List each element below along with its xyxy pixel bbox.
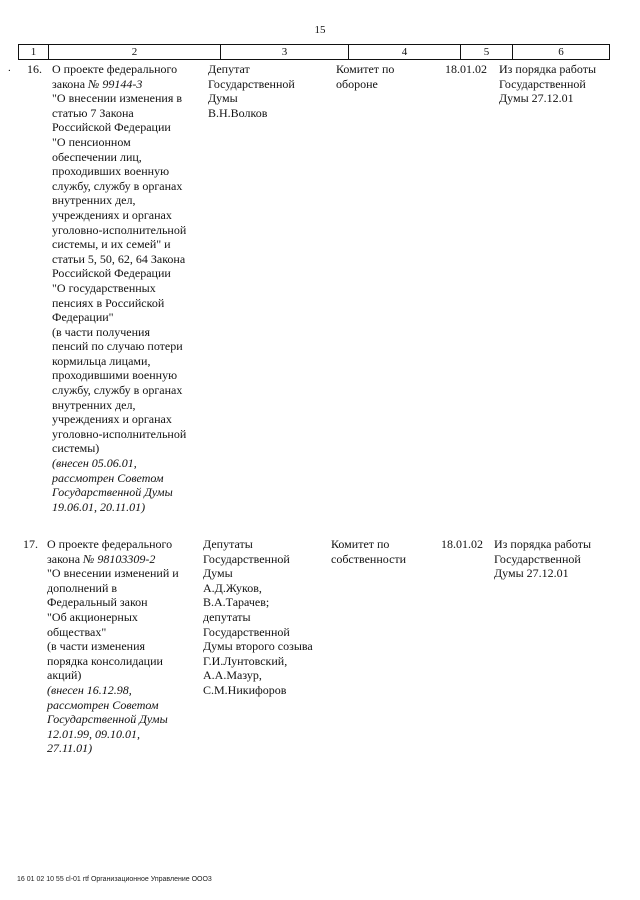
entry-number: 16.: [27, 62, 42, 76]
bill-title-body: "О внесении изменений и дополнений в Федеральный закон "Об акционерных обществах" (в части изменения порядка консолидации акций): [47, 566, 179, 683]
entry-number: 17.: [23, 537, 38, 551]
bill-title-body: "О внесении изменения в статью 7 Закона Российской Федерации "О пенсионном обеспечении лиц, проходивших военную службу, службу в органах внутренних дел, учреждениях и органах уголовно-исполнительной системы, и их семей" и статьи 5, 50, 62, 64 Закона Российской Федерации "О государственных пенсиях в Российской Федерации" (в части получения пенсий по случаю потери кормильца лицами, проходившими военную службу, службу в органах внутренних дел, учреждениях и органах уголовно-исполнительной системы): [52, 91, 187, 456]
bill-number: № 98103309-2: [83, 551, 156, 566]
responsible-committee: Комитет по собственности: [331, 537, 407, 566]
column-header: 2: [49, 45, 221, 59]
bill-title-cell: [52, 62, 212, 514]
inclusion-source: Из порядка работы Государственной Думы 27.12.01: [499, 62, 597, 106]
table-header-row: [18, 44, 610, 60]
footer-file-info: 16 01 02 10 55 cl-01 rtf Организационное Управление ООО3: [17, 876, 212, 883]
page-number: 15: [314, 24, 326, 36]
bill-author: Депутат Государственной Думы В.Н.Волков: [208, 62, 295, 120]
bill-title-intro: О проекте федерального закона: [47, 537, 173, 566]
responsible-committee: Комитет по обороне: [336, 62, 395, 91]
column-header: 5: [461, 45, 513, 59]
stray-mark: .: [8, 62, 11, 74]
bill-author: Депутаты Государственной Думы А.Д.Жуков, В.А.Тарачев; депутаты Государственной Думы второго созыва Г.И.Лунтовский, А.А.Мазур, С.М.Никифоров: [203, 537, 313, 697]
bill-history: (внесен 05.06.01, рассмотрен Советом Государственной Думы 19.06.01, 20.11.01): [52, 456, 173, 514]
column-header: 1: [19, 45, 49, 59]
consideration-date: 18.01.02: [445, 62, 487, 76]
column-header: 3: [221, 45, 349, 59]
column-header: 4: [349, 45, 461, 59]
bill-number: № 99144-3: [88, 76, 143, 91]
column-header: 6: [558, 46, 564, 58]
bill-title-intro: О проекте федерального закона: [52, 62, 178, 91]
bill-history: (внесен 16.12.98, рассмотрен Советом Государственной Думы 12.01.99, 09.10.01, 27.11.01): [47, 682, 168, 756]
consideration-date: 18.01.02: [441, 537, 483, 551]
bill-title-cell: [47, 537, 207, 756]
inclusion-source: Из порядка работы Государственной Думы 27.12.01: [494, 537, 592, 581]
